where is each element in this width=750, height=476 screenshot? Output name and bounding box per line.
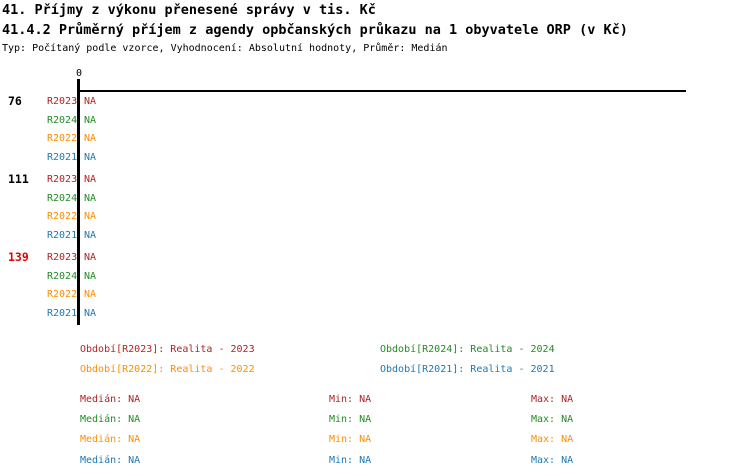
period-label: R2024 (47, 115, 78, 126)
chart-subtitle: 41.4.2 Průměrný příjem z agendy opbčanských průkazu na 1 obyvatele ORP (v Kč) (2, 22, 628, 38)
value-label: NA (84, 308, 97, 319)
period-label: R2022 (47, 133, 78, 144)
value-label: NA (84, 211, 97, 222)
stat-min: Min: NA (329, 394, 372, 405)
stat-median: Medián: NA (80, 434, 141, 445)
period-label: R2024 (47, 271, 78, 282)
group-label: 76 (8, 94, 22, 108)
period-label: R2021 (47, 152, 78, 163)
legend-item: Období[R2024]: Realita - 2024 (380, 344, 555, 355)
stat-max: Max: NA (531, 394, 574, 405)
legend-item: Období[R2023]: Realita - 2023 (80, 344, 255, 355)
value-label: NA (84, 96, 97, 107)
period-label: R2024 (47, 193, 78, 204)
y-axis-line (77, 79, 80, 325)
value-label: NA (84, 133, 97, 144)
value-label: NA (84, 289, 97, 300)
period-label: R2022 (47, 211, 78, 222)
value-label: NA (84, 174, 97, 185)
stat-min: Min: NA (329, 434, 372, 445)
period-label: R2021 (47, 230, 78, 241)
period-label: R2023 (47, 96, 78, 107)
period-label: R2023 (47, 252, 78, 263)
stat-median: Medián: NA (80, 414, 141, 425)
period-label: R2021 (47, 308, 78, 319)
value-label: NA (84, 193, 97, 204)
stat-max: Max: NA (531, 455, 574, 466)
group-label: 139 (8, 250, 29, 264)
stat-median: Medián: NA (80, 394, 141, 405)
period-label: R2022 (47, 289, 78, 300)
value-label: NA (84, 152, 97, 163)
stat-max: Max: NA (531, 434, 574, 445)
x-axis-zero-tick-label: 0 (75, 68, 83, 79)
legend-item: Období[R2022]: Realita - 2022 (80, 364, 255, 375)
value-label: NA (84, 115, 97, 126)
stat-max: Max: NA (531, 414, 574, 425)
stat-min: Min: NA (329, 455, 372, 466)
page-title: 41. Příjmy z výkonu přenesené správy v tis. Kč (2, 2, 376, 18)
value-label: NA (84, 252, 97, 263)
stat-min: Min: NA (329, 414, 372, 425)
x-axis-line (78, 90, 686, 92)
legend-item: Období[R2021]: Realita - 2021 (380, 364, 555, 375)
value-label: NA (84, 230, 97, 241)
stat-median: Medián: NA (80, 455, 141, 466)
group-label: 111 (8, 172, 29, 186)
period-label: R2023 (47, 174, 78, 185)
value-label: NA (84, 271, 97, 282)
chart-meta-line: Typ: Počítaný podle vzorce, Vyhodnocení: Absolutní hodnoty, Průměr: Medián (2, 43, 448, 54)
